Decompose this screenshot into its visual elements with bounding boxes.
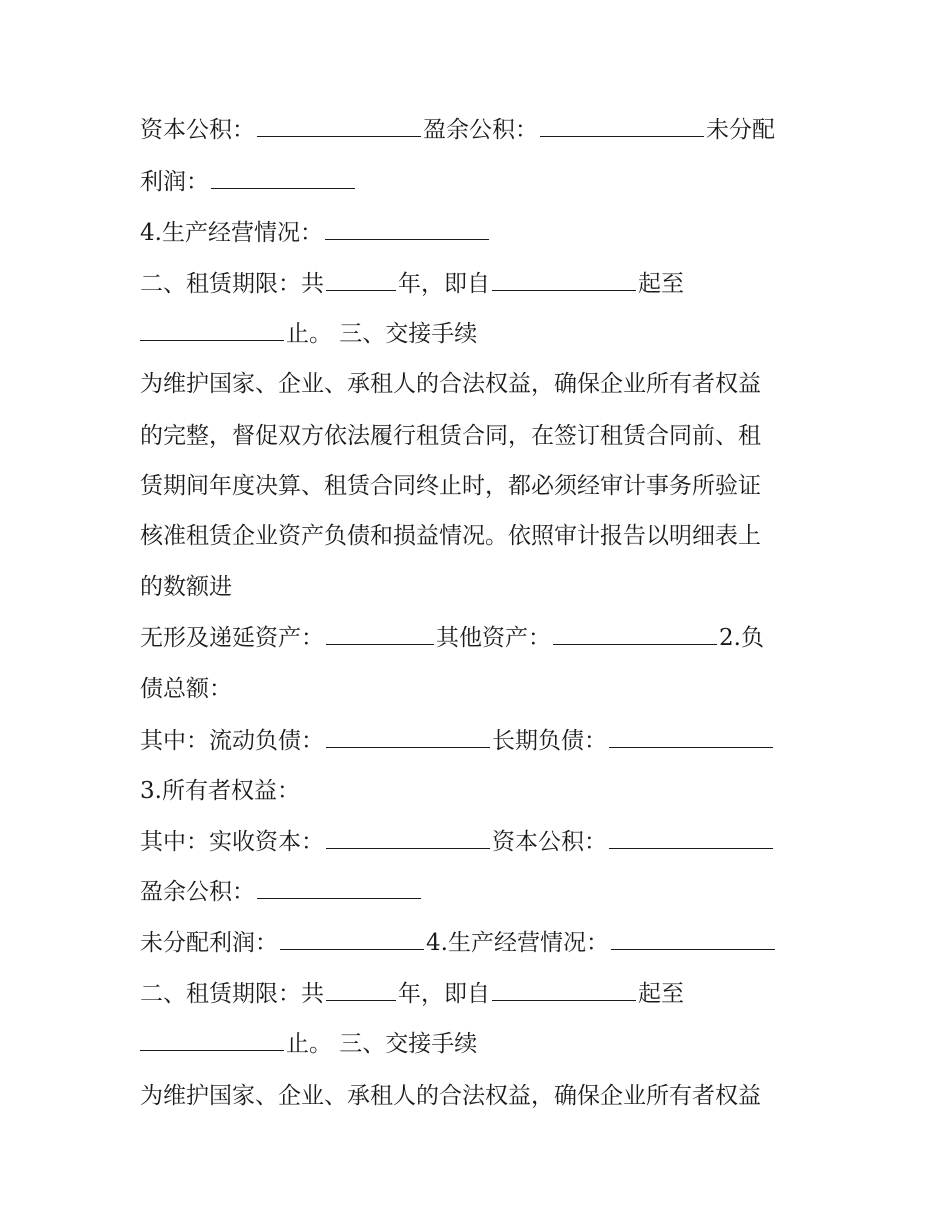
- line-text: 起至: [638, 271, 684, 297]
- line-text: 3.所有者权益：: [140, 778, 300, 804]
- fill-blank: [326, 978, 396, 1001]
- fill-blank: [609, 725, 773, 748]
- line-text: 资本公积：: [492, 829, 607, 855]
- fill-blank: [326, 622, 434, 645]
- line-text: 盈余公积：: [423, 117, 538, 143]
- line-text: 债总额：: [140, 676, 232, 702]
- fill-blank: [492, 978, 636, 1001]
- line-text: 为维护国家、企业、承租人的合法权益，确保企业所有者权益: [140, 371, 761, 397]
- fill-blank: [611, 927, 775, 950]
- line-text: 4.生产经营情况：: [140, 220, 323, 246]
- line-text: 起至: [638, 981, 684, 1007]
- line-text: 止。 三、交接手续: [286, 1031, 478, 1057]
- line-text: 的完整，督促双方依法履行租赁合同，在签订租赁合同前、租: [140, 423, 761, 449]
- paragraph-line: [140, 520, 761, 552]
- text-line-profit: [140, 166, 357, 198]
- line-text: 4.生产经营情况：: [426, 930, 609, 956]
- line-text: 未分配: [706, 117, 775, 143]
- line-text: 其他资产：: [436, 625, 551, 651]
- text-line-lease-term: [140, 978, 684, 1010]
- paragraph-line: [140, 420, 761, 452]
- line-text: 资本公积：: [140, 117, 255, 143]
- fill-blank: [326, 268, 396, 291]
- text-line-owner-equity: [140, 775, 300, 807]
- text-line-surplus-reserve: [140, 876, 423, 908]
- fill-blank: [257, 876, 421, 899]
- line-text: 利润：: [140, 169, 209, 195]
- fill-blank: [325, 217, 489, 240]
- line-text: 年，即自: [398, 271, 490, 297]
- line-text: 的数额进: [140, 574, 232, 600]
- line-text: 长期负债：: [492, 728, 607, 754]
- text-line-capital-reserve: [140, 114, 775, 146]
- text-line-operations: [140, 217, 491, 249]
- line-text: 核准租赁企业资产负债和损益情况。依照审计报告以明细表上: [140, 523, 761, 549]
- line-text: 其中：流动负债：: [140, 728, 324, 754]
- line-text: 其中：实收资本：: [140, 829, 324, 855]
- line-text: 为维护国家、企业、承租人的合法权益，确保企业所有者权益: [140, 1083, 761, 1109]
- fill-blank: [280, 927, 424, 950]
- line-text: 2.负: [719, 625, 764, 651]
- fill-blank: [326, 826, 490, 849]
- fill-blank: [553, 622, 717, 645]
- text-line-liabilities-detail: [140, 725, 775, 757]
- fill-blank: [140, 318, 284, 341]
- fill-blank: [211, 166, 355, 189]
- line-text: 止。 三、交接手续: [286, 321, 478, 347]
- line-text: 年，即自: [398, 981, 490, 1007]
- line-text: 无形及递延资产：: [140, 625, 324, 651]
- fill-blank: [540, 114, 704, 137]
- line-text: 赁期间年度决算、租赁合同终止时，都必须经审计事务所验证: [140, 473, 761, 499]
- line-text: 二、租赁期限：共: [140, 271, 324, 297]
- paragraph-line: [140, 368, 761, 400]
- fill-blank: [257, 114, 421, 137]
- text-line-handover: [140, 1028, 477, 1060]
- text-line-lease-term: [140, 268, 684, 300]
- text-line-intangible-assets: [140, 622, 764, 654]
- text-line-total-liabilities: [140, 673, 232, 705]
- fill-blank: [326, 725, 490, 748]
- paragraph-line: [140, 470, 761, 502]
- text-line-undistributed-profit: [140, 927, 777, 959]
- paragraph-line: [140, 1080, 761, 1112]
- line-text: 盈余公积：: [140, 879, 255, 905]
- fill-blank: [140, 1028, 284, 1051]
- fill-blank: [492, 268, 636, 291]
- text-line-equity-detail: [140, 826, 775, 858]
- line-text: 未分配利润：: [140, 930, 278, 956]
- paragraph-line: [140, 571, 232, 603]
- line-text: 二、租赁期限：共: [140, 981, 324, 1007]
- fill-blank: [609, 826, 773, 849]
- text-line-handover: [140, 318, 477, 350]
